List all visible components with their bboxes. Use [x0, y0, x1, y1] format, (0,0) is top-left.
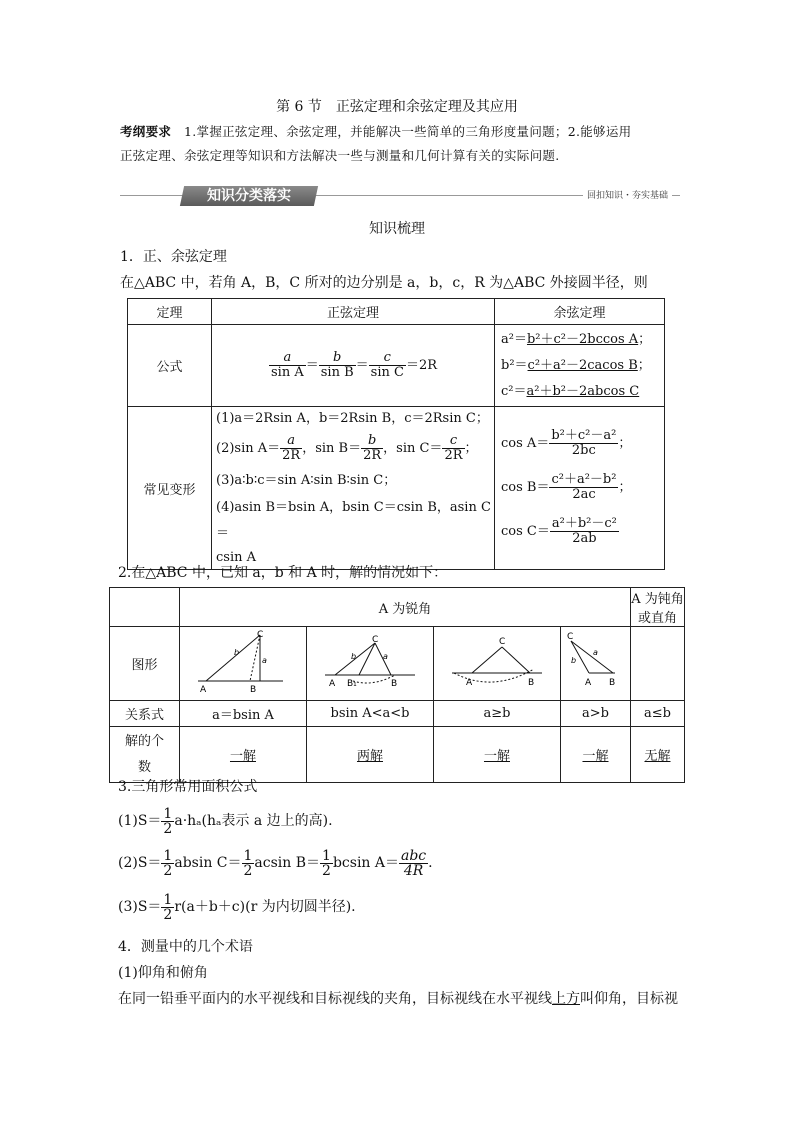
s2-heading: 2.在△ABC 中，已知 a，b 和 A 时，解的情况如下：: [118, 565, 448, 581]
figure-case-3: [434, 627, 561, 701]
cosine-variants: cos A＝ $\frac{\text{b²＋c²－a²}}{2bc}$ ； cos B＝ $\frac{\text{c²＋a²－b²}}{2ac}$ ； cos C＝ $\frac{\text{a²＋b²－c²}}{2ab}$: [495, 407, 665, 570]
s1-intro: 在△ABC 中，若角 A，B，C 所对的边分别是 a，b，c，R 为△ABC 外接圆半径，则: [120, 275, 648, 291]
relation-4: a>b: [561, 701, 631, 727]
figure-case-4: [561, 627, 631, 701]
s4-heading: 4．测量中的几个术语: [118, 939, 253, 955]
relation-1: a＝bsin A: [180, 701, 307, 727]
svg-text:C: C: [499, 636, 506, 647]
svg-text:B: B: [250, 684, 257, 695]
banner-right-text: 回扣知识・夯实基础: [583, 188, 672, 201]
area-formula-3: (3)S＝ $\frac{1}{2}$ r(a＋b＋c)(r 为内切圆半径).: [118, 891, 356, 923]
requirement-text-2: 正弦定理、余弦定理等知识和方法解决一些与测量和几何计算有关的实际问题.: [120, 148, 560, 163]
svg-text:a: a: [592, 647, 598, 657]
svg-text:A: A: [329, 678, 336, 689]
count-1: 一解: [180, 727, 307, 783]
count-2: 两解: [307, 727, 434, 783]
th-theorem: 定理: [128, 299, 212, 325]
svg-text:A: A: [200, 684, 207, 695]
th-sine: 正弦定理: [212, 299, 495, 325]
figure-case-2: [307, 627, 434, 701]
requirement-label: 考纲要求: [120, 124, 172, 139]
count-3: 一解: [434, 727, 561, 783]
s1-heading: 1．正、余弦定理: [120, 249, 227, 265]
svg-text:a: a: [383, 651, 388, 661]
banner-tag: 知识分类落实: [180, 186, 318, 206]
relation-2: bsin A<a<b: [307, 701, 434, 727]
row-formula-label: 公式: [128, 325, 212, 407]
relation-3: a≥b: [434, 701, 561, 727]
relation-5: a≤b: [631, 701, 685, 727]
section-heading: 知识梳理: [369, 221, 425, 237]
svg-text:C: C: [372, 634, 379, 645]
s4-subheading: (1)仰角和俯角: [118, 965, 208, 981]
s3-heading: 3.三角形常用面积公式: [118, 779, 258, 795]
count-4: 一解: [561, 727, 631, 783]
svg-text:b: b: [570, 655, 576, 665]
row-relation-label: 关系式: [110, 701, 180, 727]
figure-case-5: [631, 627, 685, 701]
page-title: 第 6 节 正弦定理和余弦定理及其应用: [276, 99, 518, 115]
svg-text:b: b: [351, 651, 357, 661]
th-acute: A 为锐角: [180, 588, 631, 627]
svg-text:a: a: [262, 655, 267, 665]
svg-text:A: A: [466, 677, 473, 688]
section-banner: [120, 186, 680, 208]
row-variant-label: 常见变形: [128, 407, 212, 570]
requirement-text-1: 1.掌握正弦定理、余弦定理，并能解决一些简单的三角形度量问题；2.能够运用: [171, 124, 632, 139]
area-formula-1: (1)S＝ $\frac{1}{2}$ a·hₐ(hₐ表示 a 边上的高).: [118, 805, 333, 837]
solution-cases-table: [109, 587, 685, 783]
cosine-formulas: a²＝b²＋c²－2bccos A； b²＝c²＋a²－2cacos B； c²＝a²＋b²－2abcos C: [495, 325, 665, 407]
svg-text:C: C: [566, 631, 573, 642]
syllabus-requirement: [120, 120, 680, 168]
s4-text: 在同一铅垂平面内的水平视线和目标视线的夹角，目标视线在水平视线上方叫仰角，目标视: [118, 991, 678, 1007]
row-graph-label: 图形: [110, 627, 180, 701]
th-obtuse: A 为钝角或直角: [631, 588, 685, 627]
figure-case-1: [180, 627, 307, 701]
svg-text:A: A: [584, 677, 591, 688]
svg-text:B: B: [608, 677, 615, 688]
svg-text:B₁: B₁: [347, 678, 357, 689]
count-5: 无解: [631, 727, 685, 783]
svg-text:B: B: [528, 677, 535, 688]
th-cosine: 余弦定理: [495, 299, 665, 325]
svg-text:B: B: [391, 678, 398, 689]
svg-text:C: C: [257, 629, 264, 640]
row-count-label: 解的个 数: [110, 727, 180, 783]
sine-variants: (1)a＝2Rsin A，b＝2Rsin B，c＝2Rsin C； (2)sin A＝ $\frac{a}{2R}$ ，sin B＝ $\frac{b}{2R}$ ，sin C＝ $\frac{c}{2R}$ ； (3)a∶b∶c＝sin A∶sin B∶sin C； (4)asin B＝bsin A，bsin C＝csin B，asin C＝ csin A: [212, 407, 495, 570]
area-formula-2: (2)S＝ $\frac{1}{2}$ absin C＝ $\frac{1}{2}$ acsin B＝ $\frac{1}{2}$ bcsin A＝ $\frac{\text{abc}}{4R}$ .: [118, 847, 433, 879]
svg-text:b: b: [234, 647, 240, 657]
sine-cosine-table: [127, 298, 665, 570]
sine-formula: $\frac{a}{\text{sin A}}$ ＝ $\frac{b}{\text{sin B}}$ ＝ $\frac{c}{\text{sin C}}$ ＝2R: [212, 325, 495, 407]
